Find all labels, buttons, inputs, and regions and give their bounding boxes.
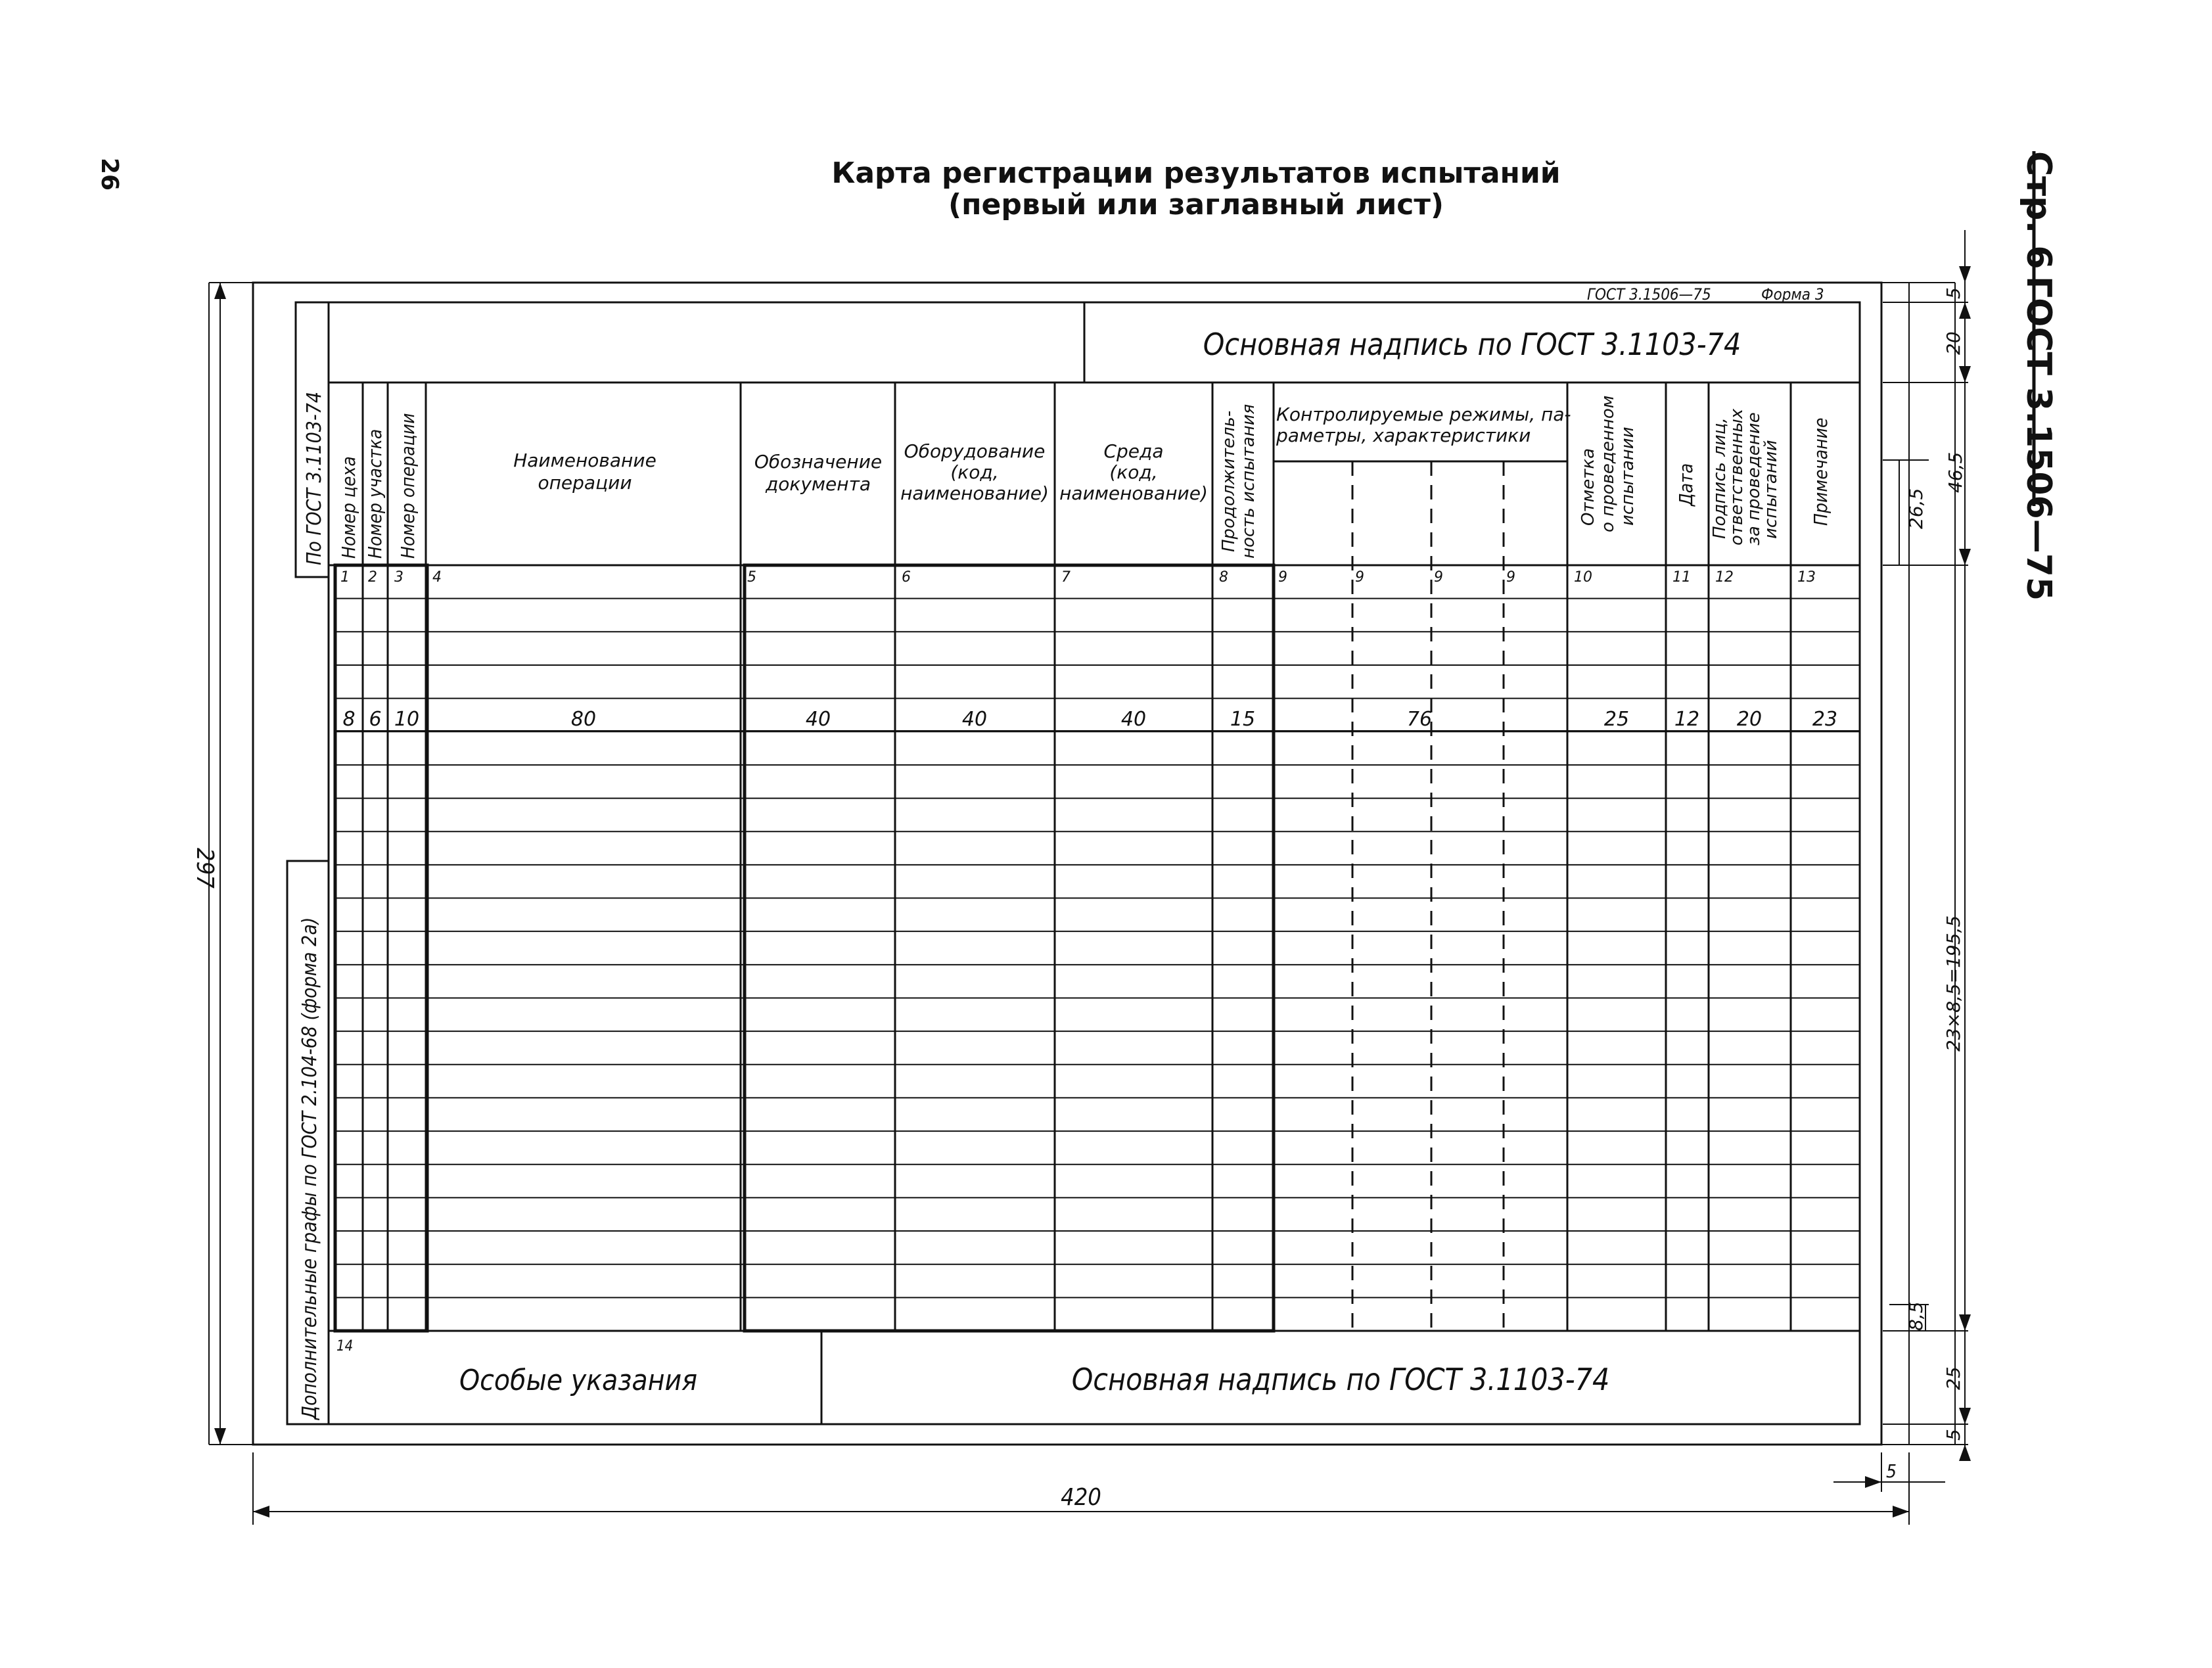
dim-title-block-bottom: 25 bbox=[1943, 1366, 1964, 1390]
col-12-header-line3: за проведение bbox=[1744, 412, 1764, 545]
col-10-header-line3: испытании bbox=[1618, 427, 1638, 526]
width-col-5: 40 bbox=[805, 708, 831, 731]
width-col-10: 25 bbox=[1603, 708, 1630, 731]
col-num-5: 5 bbox=[747, 569, 756, 586]
width-col-8: 15 bbox=[1230, 708, 1256, 731]
col-1-header: Номер цеха bbox=[338, 456, 359, 559]
col-4-header-line1: Наименование bbox=[513, 450, 657, 471]
form-title: Карта регистрации результатов испытаний bbox=[831, 156, 1561, 190]
col-7-header-line2: (код, bbox=[1109, 461, 1158, 483]
col-4-header-line2: операции bbox=[538, 472, 632, 494]
col-num-9d: 9 bbox=[1506, 569, 1515, 586]
col-12-header-line4: испытаний bbox=[1761, 440, 1781, 539]
dim-overall-width: 420 bbox=[1061, 1484, 1101, 1511]
col-num-3: 3 bbox=[394, 569, 403, 586]
col-num-10: 10 bbox=[1574, 569, 1592, 586]
width-col-3: 10 bbox=[394, 708, 420, 731]
col-6-header-line2: (код, bbox=[950, 461, 999, 483]
main-inscription-top: Основная надпись по ГОСТ 3.1103-74 bbox=[1203, 327, 1741, 362]
width-col-12: 20 bbox=[1736, 708, 1763, 731]
col-12-header-line1: Подпись лиц, bbox=[1710, 417, 1730, 539]
left-strip-top: По ГОСТ 3.1103-74 bbox=[303, 391, 326, 565]
col-num-7: 7 bbox=[1061, 569, 1071, 586]
col-9-header-line2: раметры, характеристики bbox=[1276, 425, 1531, 446]
col-2-header: Номер участка bbox=[364, 429, 386, 559]
col-7-header-line1: Среда bbox=[1103, 440, 1164, 462]
dim-overall-height: 297 bbox=[191, 848, 218, 889]
col-8-header-line1: Продолжитель- bbox=[1219, 410, 1239, 552]
width-col-1: 8 bbox=[342, 708, 356, 731]
width-col-13: 23 bbox=[1812, 708, 1838, 731]
field-14: 14 bbox=[336, 1338, 354, 1355]
col-6-header-line3: наименование) bbox=[900, 482, 1049, 504]
col-num-2: 2 bbox=[368, 569, 377, 586]
side-standard: ГОСТ 3.1506—75 bbox=[2019, 276, 2058, 601]
col-12-header-line2: ответственных bbox=[1727, 408, 1747, 545]
top-standard: ГОСТ 3.1506—75 bbox=[1587, 285, 1711, 304]
col-num-4: 4 bbox=[432, 569, 442, 586]
form-label: Форма 3 bbox=[1761, 285, 1824, 304]
width-col-11: 12 bbox=[1674, 708, 1700, 731]
col-num-6: 6 bbox=[902, 569, 911, 586]
col-num-9a: 9 bbox=[1278, 569, 1287, 586]
col-13-header: Примечание bbox=[1810, 417, 1832, 526]
dim-row-height: 8,5 bbox=[1905, 1301, 1927, 1331]
width-col-2: 6 bbox=[369, 708, 382, 731]
dim-bottom-margin: 5 bbox=[1943, 1429, 1964, 1441]
width-col-7: 40 bbox=[1120, 708, 1147, 731]
col-num-9c: 9 bbox=[1434, 569, 1443, 586]
col-num-9b: 9 bbox=[1355, 569, 1364, 586]
width-col-9: 76 bbox=[1406, 708, 1433, 731]
col-num-1: 1 bbox=[340, 569, 350, 586]
width-col-6: 40 bbox=[961, 708, 988, 731]
special-instructions: Особые указания bbox=[459, 1364, 698, 1397]
col-3-header: Номер операции bbox=[397, 413, 419, 559]
main-inscription-bottom: Основная надпись по ГОСТ 3.1103-74 bbox=[1071, 1362, 1610, 1397]
col-num-11: 11 bbox=[1672, 569, 1691, 586]
col-5-header-line2: документа bbox=[765, 473, 871, 495]
col-10-header-line2: о проведенном bbox=[1598, 395, 1618, 532]
col-11-header: Дата bbox=[1675, 463, 1697, 506]
page-number: 26 bbox=[96, 158, 123, 191]
form-subtitle: (первый или заглавный лист) bbox=[948, 188, 1444, 221]
dim-header-height: 46,5 bbox=[1945, 452, 1966, 493]
col-8-header-line2: ность испытания bbox=[1239, 404, 1258, 559]
dim-right-margin: 5 bbox=[1886, 1460, 1897, 1482]
col-7-header-line3: наименование) bbox=[1059, 482, 1208, 504]
col-10-header-line1: Отметка bbox=[1578, 448, 1598, 526]
col-6-header-line1: Оборудование bbox=[904, 440, 1046, 462]
col-num-12: 12 bbox=[1715, 569, 1734, 586]
dim-top-margin: 5 bbox=[1943, 287, 1964, 299]
side-page-label: Стр. 6 bbox=[2019, 151, 2058, 269]
width-col-4: 80 bbox=[570, 708, 597, 731]
dim-header-inner: 26,5 bbox=[1905, 488, 1927, 529]
col-num-8: 8 bbox=[1219, 569, 1228, 586]
col-num-13: 13 bbox=[1797, 569, 1816, 586]
col-5-header-line1: Обозначение bbox=[754, 451, 883, 473]
dim-title-block-top: 20 bbox=[1943, 331, 1964, 355]
left-strip-bottom: Дополнительные графы по ГОСТ 2.104-68 (форма 2а) bbox=[298, 917, 321, 1420]
dim-rows: 23×8,5=195,5 bbox=[1943, 915, 1964, 1052]
col-9-header-line1: Контролируемые режимы, па- bbox=[1276, 404, 1571, 425]
